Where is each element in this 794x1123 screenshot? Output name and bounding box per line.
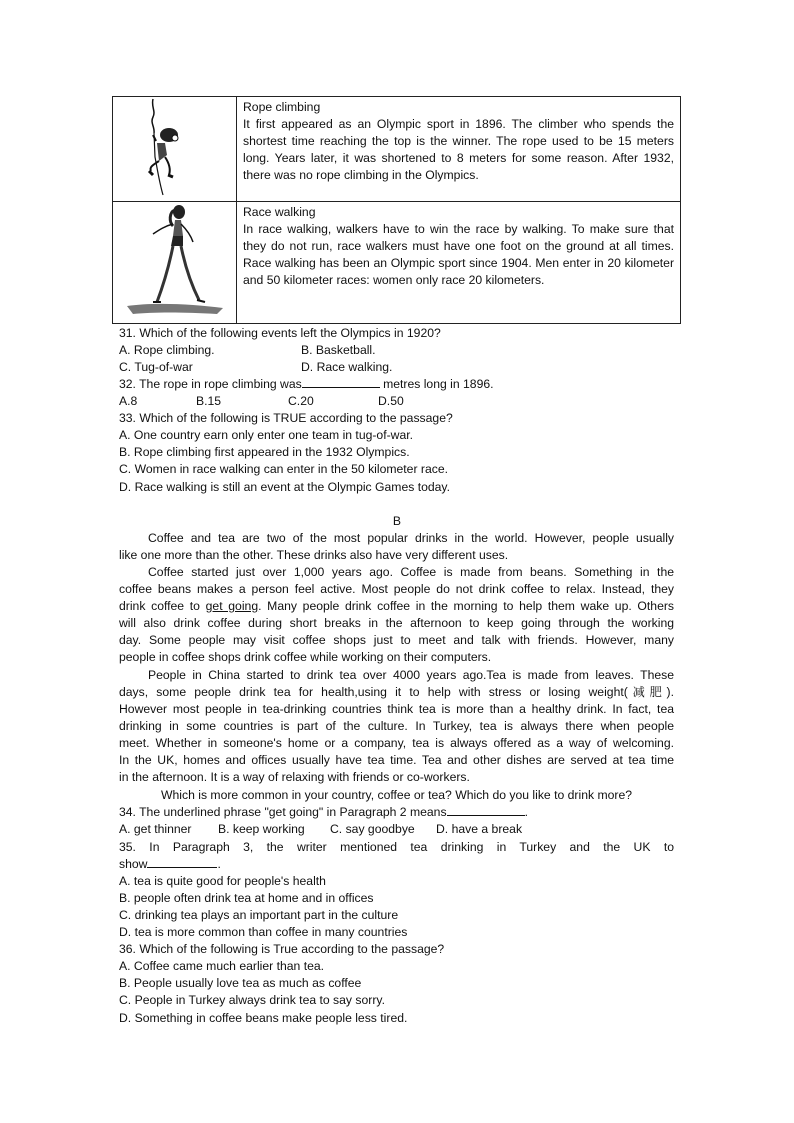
option-a: A.8 xyxy=(119,394,138,408)
event-row-rope-climbing xyxy=(113,97,681,202)
events-table xyxy=(112,96,681,324)
passage-text: drink coffee to xyxy=(119,599,206,613)
event-image-cell xyxy=(113,202,237,324)
event-line: that they do not run, race walkers must have one foot on the ground at all xyxy=(243,222,675,253)
question-stem: 33. Which of the following is TRUE according to the passage? xyxy=(119,411,453,425)
passage-line: However most people in tea-drinking countries think tea is more than a healthy drink. In fact, tea xyxy=(119,702,674,716)
passage-line: in the afternoon. It is a way of relaxing with friends or co-workers. xyxy=(119,770,470,784)
option-c: C. Women in race walking can enter in the 50 kilometer race. xyxy=(119,462,448,476)
passage-line: Which is more common in your country, coffee or tea? Which do you like to drink more? xyxy=(161,788,632,802)
event-text-cell xyxy=(237,202,681,324)
passage-line: meet. Whether in someone's home or a company, tea is always offered as a way of welcoming. xyxy=(119,736,674,750)
stem-text: 34. The underlined phrase "get going" in Paragraph 2 means xyxy=(119,805,447,819)
option-a: A. One country earn only enter one team in tug-of-war. xyxy=(119,428,414,442)
option-c: C. Tug-of-war xyxy=(119,360,193,374)
answer-blank[interactable] xyxy=(147,856,217,868)
stem-text: show xyxy=(119,857,148,871)
event-line: It first appeared as an Olympic sport in 1896. The climber who spends the xyxy=(243,117,674,131)
stem-text: . xyxy=(524,805,528,819)
option-d: D. Race walking is still an event at the Olympic Games today. xyxy=(119,480,451,494)
event-description xyxy=(243,116,674,184)
answer-blank[interactable] xyxy=(447,804,525,816)
passage-line: will also drink coffee during short breaks in the afternoon to keep going through the working xyxy=(119,616,674,630)
option-d: D. have a break xyxy=(436,822,523,836)
option-a: A. tea is quite good for people's health xyxy=(119,874,326,888)
event-line: After 1932, there was no rope climbing in the Olympics. xyxy=(243,151,674,182)
rope-climber-illustration xyxy=(113,97,236,199)
option-d: D. tea is more common than coffee in many countries xyxy=(119,925,408,939)
event-row-race-walking xyxy=(113,202,681,324)
option-b: B. People usually love tea as much as coffee xyxy=(119,976,362,990)
option-d: D.50 xyxy=(378,394,404,408)
question-stem: 31. Which of the following events left the Olympics in 1920? xyxy=(119,326,441,340)
event-description xyxy=(243,221,674,289)
question-stem xyxy=(119,804,528,821)
stem-text: metres long in 1896. xyxy=(379,377,494,391)
option-b: B.15 xyxy=(196,394,222,408)
passage-line: People in China started to drink tea over 4000 years ago.Tea is made from leaves. These xyxy=(148,668,674,682)
event-text-cell xyxy=(237,97,681,202)
option-b: B. keep working xyxy=(218,822,305,836)
event-title: Rope climbing xyxy=(243,100,321,114)
option-a: A. Coffee came much earlier than tea. xyxy=(119,959,325,973)
section-heading: B xyxy=(392,514,402,528)
passage-line: day. Some people may visit coffee shops just to meet and talk with friends. However, many xyxy=(119,633,674,647)
option-b: B. Basketball. xyxy=(301,343,376,357)
option-c: C. say goodbye xyxy=(330,822,415,836)
stem-text: 32. The rope in rope climbing was xyxy=(119,377,302,391)
event-line: kilometer and 50 kilometer races: women only race 20 kilometers. xyxy=(243,256,675,287)
stem-text: . xyxy=(217,857,221,871)
event-line: times. Race walking has been an Olympic sport since 1904. Men enter in 20 xyxy=(243,239,674,270)
passage-line: Coffee started just over 1,000 years ago. Coffee is made from beans. Something in the xyxy=(148,565,674,579)
answer-blank[interactable] xyxy=(302,376,380,388)
option-a: A. get thinner xyxy=(119,822,192,836)
event-line: meters long. Years later, it was shortened to 8 meters for some reason. xyxy=(243,134,674,165)
question-stem xyxy=(119,376,494,393)
passage-line: In the UK, homes and offices usually have tea time. Tea and other dishes are served at tea time xyxy=(119,753,674,767)
event-line: In race walking, walkers have to win the race by walking. To make sure xyxy=(243,222,649,236)
passage-text: . Many people drink coffee in the morning to help them wake up. Others xyxy=(258,599,675,613)
passage-line xyxy=(119,598,674,615)
passage-line: like one more than the other. These drinks also have very different uses. xyxy=(119,548,509,562)
passage-line: people in coffee shops drink coffee while working on their computers. xyxy=(119,650,492,664)
option-b: B. Rope climbing first appeared in the 1932 Olympics. xyxy=(119,445,410,459)
question-stem xyxy=(119,856,221,873)
option-a: A. Rope climbing. xyxy=(119,343,215,357)
option-c: C. drinking tea plays an important part in the culture xyxy=(119,908,399,922)
passage-line: Coffee and tea are two of the most popular drinks in the world. However, people usually xyxy=(148,531,674,545)
option-c: C. People in Turkey always drink tea to say sorry. xyxy=(119,993,385,1007)
race-walker-illustration xyxy=(113,202,236,321)
question-stem: 36. Which of the following is True according to the passage? xyxy=(119,942,445,956)
underlined-phrase: get going xyxy=(205,599,259,613)
passage-line: drinking in some countries is part of the culture. In Turkey, tea is always there when people xyxy=(119,719,674,733)
option-c: C.20 xyxy=(288,394,314,408)
passage-line: days, some people drink tea for health,using it to help with stress or losing weight(减肥). xyxy=(119,685,674,699)
option-d: D. Race walking. xyxy=(301,360,393,374)
option-b: B. people often drink tea at home and in offices xyxy=(119,891,374,905)
question-stem: 35. In Paragraph 3, the writer mentioned tea drinking in Turkey and the UK to xyxy=(119,840,674,854)
event-title: Race walking xyxy=(243,205,316,219)
option-d: D. Something in coffee beans make people less tired. xyxy=(119,1011,408,1025)
passage-line: coffee beans makes a person feel active. Most people do not drink coffee to relax. Instead, they xyxy=(119,582,674,596)
event-line: shortest time reaching the top is the winner. The rope used to be 15 xyxy=(243,134,632,148)
event-image-cell xyxy=(113,97,237,202)
